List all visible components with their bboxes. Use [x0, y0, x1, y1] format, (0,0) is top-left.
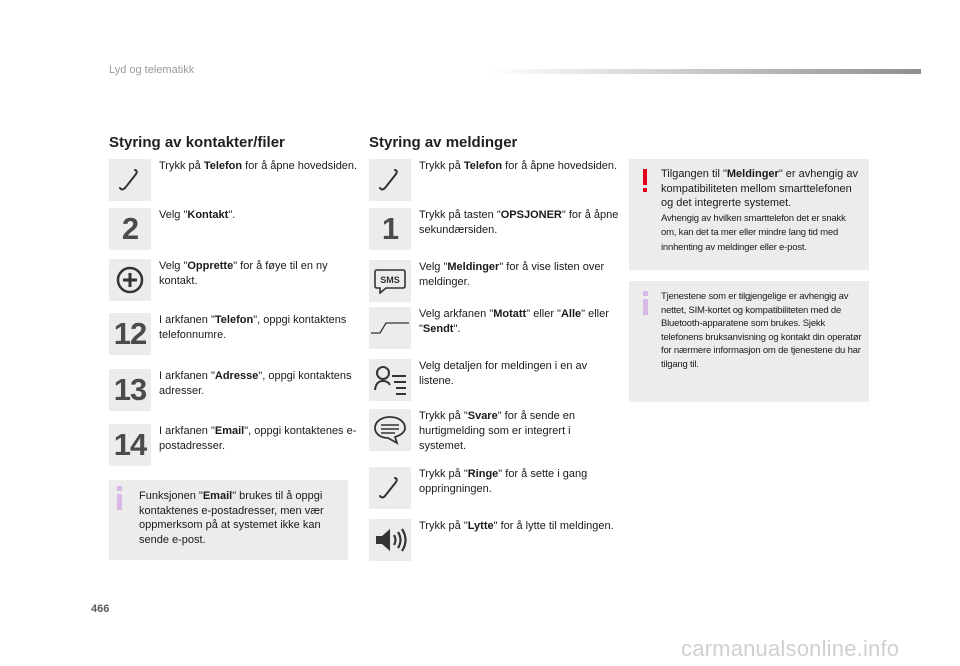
speaker-icon: [369, 519, 411, 561]
number-14-icon: 14: [109, 424, 151, 466]
page-number: 466: [91, 603, 110, 615]
contacts-section-title: Styring av kontakter/filer: [109, 134, 285, 151]
info-mark-icon: [117, 486, 123, 510]
email-info-note: Funksjonen "Email" brukes til å oppgi kontaktenes e-postadresser, men vær oppmerksom på at systemet ikke kan sende e-post.: [109, 480, 348, 560]
warning-note: Tilgangen til "Meldinger" er avhengig av kompatibiliteten mellom smarttelefonen og det integrerte systemet. Avhengig av hvilken smarttelefon det er snakk om, kan det ta mer eller mindre lang tid med innhenting av meldinger eller e-post.: [629, 159, 869, 270]
phone-icon: [109, 159, 151, 201]
number-13-icon: 13: [109, 369, 151, 411]
number-2-icon: 2: [109, 208, 151, 250]
message-detail-icon: [369, 359, 411, 401]
messages-section-title: Styring av meldinger: [369, 134, 518, 151]
header-bar: [490, 69, 921, 74]
info-mark-icon: [643, 291, 648, 296]
services-info-note: Tjenestene som er tilgjengelige er avhengig av nettet, SIM-kortet og kompatibiliteten med de Bluetooth-apparatene som brukes. Sjekk telefonens bruksanvisning og kontakt din operatør for nærmere informasjon om de tjenestene du har tilgang til.: [629, 281, 869, 402]
sms-icon: [369, 260, 411, 302]
section-header: Lyd og telematikk: [109, 64, 195, 76]
svg-text:SMS: SMS: [380, 275, 400, 285]
phone-icon: [369, 467, 411, 509]
warning-mark-icon: [643, 169, 647, 185]
number-12-icon: 12: [109, 313, 151, 355]
plus-circle-icon: [109, 259, 151, 301]
tab-icon: [369, 307, 411, 349]
reply-bubble-icon: [369, 409, 411, 451]
number-1-icon: 1: [369, 208, 411, 250]
watermark: carmanualsonline.info: [681, 636, 900, 661]
phone-icon: [369, 159, 411, 201]
